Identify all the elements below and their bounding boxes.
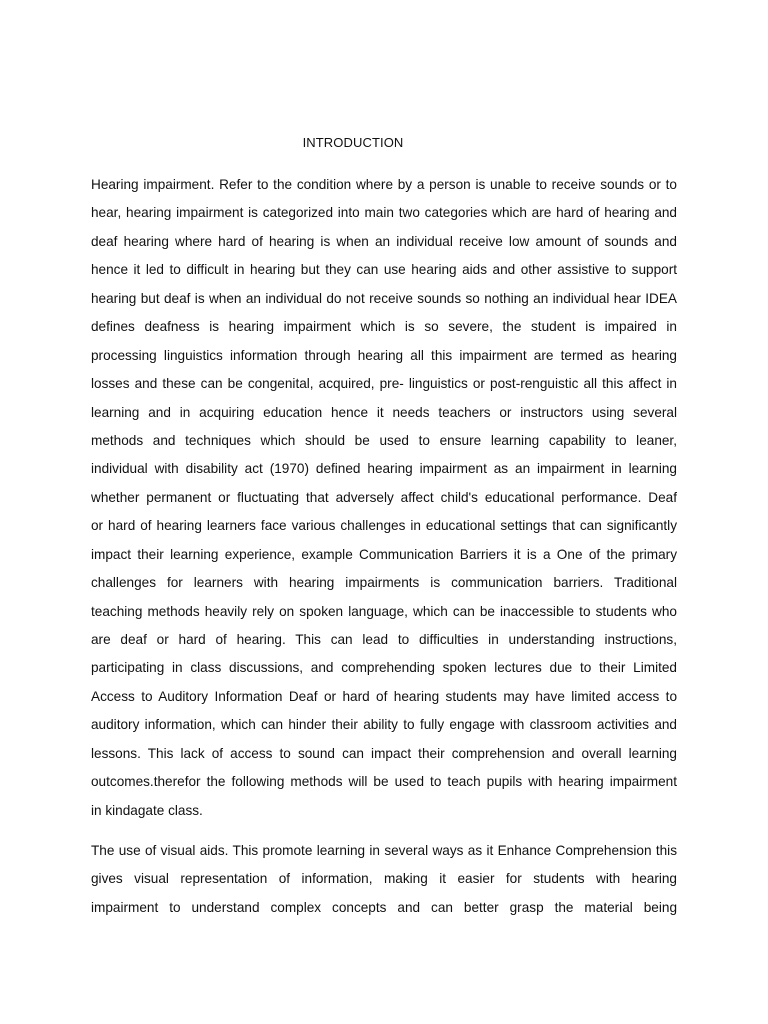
text-line: learning and in acquiring education hence it needs teachers or instructors using several	[91, 404, 677, 420]
text-line: outcomes.therefor the following methods will be used to teach pupils with hearing impairment	[91, 774, 677, 790]
text-line: participating in class discussions, and comprehending spoken lectures due to their Limited	[91, 660, 677, 676]
text-line: teaching methods heavily rely on spoken language, which can be inaccessible to students who	[91, 603, 677, 619]
text-line: impact their learning experience, example Communication Barriers it is a One of the primary	[91, 546, 677, 562]
text-line: deaf hearing where hard of hearing is when an individual receive low amount of sounds and	[91, 233, 677, 249]
text-line: or hard of hearing learners face various challenges in educational settings that can significantly	[91, 518, 677, 534]
text-line: processing linguistics information through hearing all this impairment are termed as hearing	[91, 347, 677, 363]
text-line: challenges for learners with hearing impairments is communication barriers. Traditional	[91, 575, 677, 591]
text-line: auditory information, which can hinder their ability to fully engage with classroom activities and	[91, 717, 677, 733]
text-line: in kindagate class.	[91, 802, 203, 818]
text-line: Access to Auditory Information Deaf or hard of hearing students may have limited access to	[91, 688, 677, 704]
document-heading: INTRODUCTION	[302, 135, 404, 150]
paragraph-visual-aids	[91, 837, 677, 922]
text-line: losses and these can be congenital, acquired, pre- linguistics or post-renguistic all this affect in	[91, 376, 677, 392]
text-line: lessons. This lack of access to sound can impact their comprehension and overall learning	[91, 745, 677, 761]
paragraph-introduction	[91, 171, 677, 825]
text-line: Hearing impairment. Refer to the condition where by a person is unable to receive sounds or to	[91, 177, 677, 192]
text-line: whether permanent or fluctuating that adversely affect child's educational performance. Deaf	[91, 489, 677, 505]
text-line: hear, hearing impairment is categorized into main two categories which are hard of hearing and	[91, 205, 677, 221]
text-line: The use of visual aids. This promote learning in several ways as it Enhance Comprehension this	[91, 843, 677, 858]
text-line: are deaf or hard of hearing. This can lead to difficulties in understanding instructions,	[91, 632, 677, 647]
text-line: methods and techniques which should be used to ensure learning capability to leaner,	[91, 432, 677, 448]
text-line: impairment to understand complex concepts and can better grasp the material being	[91, 899, 677, 915]
text-line: defines deafness is hearing impairment which is so severe, the student is impaired in	[91, 319, 677, 335]
text-line: hearing but deaf is when an individual do not receive sounds so nothing an individual hear IDEA	[91, 290, 677, 306]
text-line: hence it led to difficult in hearing but they can use hearing aids and other assistive to support	[91, 262, 677, 278]
text-line: gives visual representation of information, making it easier for students with hearing	[91, 871, 677, 887]
text-line: individual with disability act (1970) defined hearing impairment as an impairment in learning	[91, 461, 677, 477]
